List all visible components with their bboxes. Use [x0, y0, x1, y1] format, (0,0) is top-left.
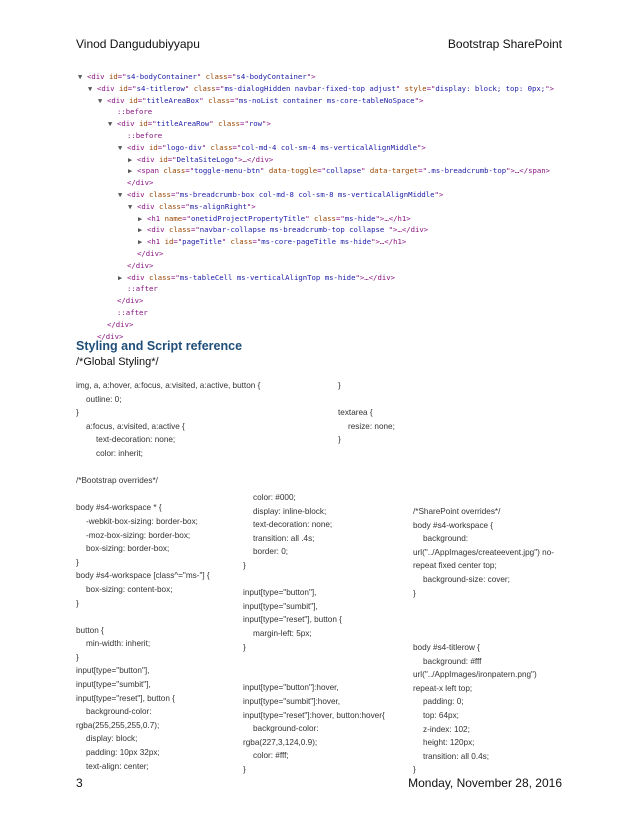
code-line: input[type="sumbit"]:hover, [243, 696, 341, 706]
code-line: } [76, 557, 79, 567]
dom-tag-close: >…</div> [238, 154, 274, 164]
dom-tree-line [78, 165, 568, 177]
code-line: } [338, 435, 341, 445]
code-line: display: block; [86, 734, 138, 744]
dom-tree-line [78, 319, 568, 331]
code-line [243, 654, 385, 668]
dom-tag-open: <div [97, 83, 115, 93]
code-line: body #s4-titlerow { [413, 642, 480, 652]
code-line: body #s4-workspace * { [76, 503, 162, 513]
dom-tag-close: > [438, 189, 444, 199]
code-line [76, 610, 260, 624]
dom-tag-close: > [266, 119, 271, 129]
dom-tag-close: >…</div> [359, 272, 396, 282]
code-line: box-sizing: border-box; [86, 544, 170, 554]
collapsed-arrow-icon[interactable]: ▶ [138, 238, 143, 247]
dom-pseudo: ::after [117, 307, 148, 317]
code-line: } [413, 588, 416, 598]
dom-attribute: name="onetidProjectPropertyTitle" [160, 213, 310, 223]
dom-attribute: class="ms-alignRight" [154, 201, 252, 211]
code-line: } [338, 381, 341, 390]
code-line: text-decoration: none; [96, 435, 176, 445]
dom-attribute: id="DeltaSiteLogo" [154, 154, 239, 164]
dom-tree-line [78, 154, 568, 166]
dom-attribute: id="s4-titlerow" [114, 83, 190, 93]
section-title: Styling and Script reference [76, 339, 243, 353]
code-line: input[type="reset"], button { [243, 615, 342, 625]
dom-attribute: class="ms-noList container ms-core-tableNoSpace" [203, 95, 419, 105]
dom-tag-close: >…</div> [393, 225, 429, 235]
dom-tag-close: > [421, 142, 426, 152]
dom-tree-line [78, 83, 568, 95]
code-line: padding: 10px 32px; [86, 748, 160, 758]
code-line: input[type="button"]:hover, [243, 683, 339, 693]
dom-tree-line [78, 95, 568, 107]
code-line: } [243, 642, 246, 652]
dom-attribute: id="logo-div" [144, 142, 207, 152]
dom-pseudo: </div> [127, 178, 154, 188]
code-line: color: #000; [253, 493, 296, 502]
code-line: display: inline-block; [253, 506, 327, 516]
dom-attribute: class="navbar-collapse ms-breadcrumb-top collapse " [164, 225, 394, 235]
code-line: text-align: center; [86, 761, 149, 771]
code-line: img, a, a:hover, a:focus, a:visited, a:active, button { [76, 381, 261, 390]
expanded-arrow-icon[interactable]: ▼ [98, 96, 103, 105]
code-line: input[type="reset"], button { [76, 693, 175, 703]
dom-attribute: id="titleAreaRow" [134, 119, 214, 129]
dom-attribute: class="ms-hide" [309, 213, 380, 223]
code-block-global-left [76, 379, 260, 773]
code-line: textarea { [338, 408, 373, 418]
dom-tag-close: > [251, 201, 256, 211]
dom-pseudo: </div> [117, 296, 144, 306]
code-block-right [413, 505, 554, 777]
code-block-middle [243, 491, 385, 776]
dom-tree-line [78, 130, 568, 142]
code-line: } [76, 408, 79, 418]
code-line: top: 64px; [423, 710, 459, 720]
code-line: input[type="reset"]:hover, button:hover{ [243, 710, 385, 720]
code-line: } [243, 764, 246, 774]
code-line: input[type="button"], [243, 588, 317, 598]
code-line: input[type="sumbit"], [243, 601, 318, 611]
dom-attribute: class="col-md-4 col-sm-4 ms-verticalAlignMiddle" [206, 142, 422, 152]
code-line: transition: all .4s; [253, 533, 315, 543]
code-line: padding: 0; [423, 697, 464, 707]
code-line: /*Bootstrap overrides*/ [76, 476, 158, 486]
dom-tag-open: <div [127, 189, 145, 199]
dom-tree-line [78, 248, 568, 260]
code-line: -webkit-box-sizing: border-box; [86, 516, 198, 526]
dom-attribute: id="pageTitle" [160, 237, 227, 247]
dom-attribute: data-target=".ms-breadcrumb-top" [365, 166, 511, 176]
code-line: repeat-x left top; [413, 683, 473, 693]
code-line [413, 600, 554, 614]
dom-tree-line [78, 189, 568, 201]
collapsed-arrow-icon[interactable]: ▶ [128, 167, 133, 176]
dom-pseudo: </div> [137, 248, 164, 258]
dom-tag-close: > [311, 72, 316, 81]
dom-attribute: class="ms-tableCell ms-verticalAlignTop ms-hide" [144, 272, 360, 282]
footer-date: Monday, November 28, 2016 [408, 776, 562, 790]
code-line: text-decoration: none; [253, 520, 333, 530]
dom-tree-line [78, 224, 568, 236]
dom-tag-open: <div [87, 72, 105, 81]
collapsed-arrow-icon[interactable]: ▶ [118, 273, 123, 282]
code-line: input[type="sumbit"], [76, 680, 151, 690]
dom-tag-close: > [418, 95, 424, 105]
collapsed-arrow-icon[interactable]: ▶ [128, 155, 133, 164]
dom-tree-line [78, 213, 568, 225]
dom-attribute: class="s4-bodyContainer" [201, 72, 312, 81]
dom-tree-line [78, 118, 568, 130]
dom-tree-line [78, 71, 568, 83]
dom-tag-open: <div [127, 142, 145, 152]
dom-tree-line [78, 106, 568, 118]
code-line [413, 614, 554, 628]
expanded-arrow-icon[interactable]: ▼ [88, 84, 93, 93]
code-line: /*SharePoint overrides*/ [413, 507, 501, 516]
dom-attribute: class="row" [213, 119, 267, 129]
dom-attribute: id="titleAreaBox" [124, 95, 204, 105]
code-line [413, 627, 554, 641]
code-line: button { [76, 625, 104, 635]
dom-tag-close: >…</h1> [379, 213, 411, 223]
code-line: rgba(227,3,124,0.9); [243, 737, 318, 747]
code-line: resize: none; [348, 421, 395, 431]
dom-tag-close: > [549, 83, 554, 93]
code-line: background-size: cover; [423, 574, 510, 584]
dom-pseudo: </div> [127, 260, 154, 270]
code-line: url("../AppImages/ironpatern.png") [413, 670, 537, 680]
dom-pseudo: ::after [127, 284, 158, 294]
dom-tree-line [78, 295, 568, 307]
dom-attribute: id="s4-bodyContainer" [104, 72, 202, 81]
code-line: background: [423, 534, 469, 544]
code-line [76, 461, 260, 475]
dom-tree-line [78, 142, 568, 154]
code-line: transition: all 0.4s; [423, 751, 489, 761]
expanded-arrow-icon[interactable]: ▼ [118, 143, 123, 152]
code-line: min-width: inherit; [86, 639, 151, 649]
code-line: } [76, 652, 79, 662]
code-line: body #s4-workspace { [413, 520, 494, 530]
code-line: url("../AppImages/createevent.jpg") no- [413, 547, 554, 557]
expanded-arrow-icon[interactable]: ▼ [78, 73, 83, 81]
expanded-arrow-icon[interactable]: ▼ [128, 202, 133, 211]
code-line: z-index: 102; [423, 724, 470, 734]
code-line: box-sizing: content-box; [86, 584, 173, 594]
code-line: outline: 0; [86, 394, 122, 404]
code-line [76, 488, 260, 502]
code-line: background-color: [253, 724, 319, 734]
expanded-arrow-icon[interactable]: ▼ [118, 190, 123, 199]
dom-tree-line [78, 283, 568, 295]
code-line: a:focus, a:visited, a:active { [86, 421, 185, 431]
dom-tag-open: <div [137, 201, 155, 211]
code-line [243, 573, 385, 587]
collapsed-arrow-icon[interactable]: ▶ [138, 226, 143, 235]
dom-pseudo: </div> [107, 319, 134, 329]
dom-tag-close: >…</span> [510, 166, 551, 176]
code-line [243, 668, 385, 682]
code-line: } [243, 560, 246, 570]
code-line: background-color: [86, 707, 152, 717]
page-number: 3 [76, 776, 83, 790]
header-author: Vinod Dangudubiyyapu [76, 37, 200, 51]
code-line: background: #fff [423, 656, 482, 666]
dom-tag-open: <div [107, 95, 125, 105]
code-block-global-right [338, 379, 395, 447]
dom-attribute: style="display: block; top: 0px;" [400, 83, 550, 93]
dom-attribute: class="ms-dialogHidden navbar-fixed-top adjust" [189, 83, 401, 93]
dom-attribute: class="ms-breadcrumb-box col-md-8 col-sm-8 ms-verticalAlignMiddle" [144, 189, 439, 199]
global-styling-label: /*Global Styling*/ [76, 356, 159, 368]
dom-tag-open: <div [117, 119, 135, 129]
code-line: height: 120px; [423, 738, 475, 748]
dom-pseudo: ::before [117, 107, 153, 117]
code-line: input[type="button"], [76, 666, 150, 676]
dom-tag-open: <div [147, 225, 165, 235]
dom-tree-line [78, 260, 568, 272]
dom-tag-close: >…</h1> [375, 237, 407, 247]
header-title: Bootstrap SharePoint [447, 37, 562, 51]
dom-pseudo: ::before [127, 130, 163, 140]
code-line: } [413, 765, 416, 775]
expanded-arrow-icon[interactable]: ▼ [108, 120, 113, 129]
code-line: rgba(255,255,255,0.7); [76, 720, 160, 730]
dom-tree-line [78, 177, 568, 189]
dom-tree-line [78, 236, 568, 248]
code-line: -moz-box-sizing: border-box; [86, 530, 191, 540]
code-line: } [76, 598, 79, 608]
code-line: border: 0; [253, 547, 289, 557]
dom-tree-line [78, 201, 568, 213]
dom-attribute: class="ms-core-pageTitle ms-hide" [226, 237, 376, 247]
code-line: repeat fixed center top; [413, 561, 497, 571]
dom-tag-open: <h1 [147, 237, 161, 247]
dom-tag-open: <div [127, 272, 145, 282]
code-line: body #s4-workspace [class^="ms-"] { [76, 571, 210, 581]
dom-tag-open: <h1 [147, 213, 161, 223]
dom-attribute: class="toggle-menu-btn" [158, 166, 265, 176]
code-line: color: #fff; [253, 751, 289, 761]
code-line: margin-left: 5px; [253, 628, 312, 638]
dom-pseudo: </div> [97, 331, 124, 341]
dom-tag-open: <span [137, 166, 159, 176]
dom-tree-line [78, 272, 568, 284]
code-line: color: inherit; [96, 448, 143, 458]
collapsed-arrow-icon[interactable]: ▶ [138, 214, 143, 223]
dom-tag-open: <div [137, 154, 155, 164]
dom-tree-screenshot [78, 71, 568, 342]
code-line [338, 393, 395, 407]
dom-attribute: data-toggle="collapse" [264, 166, 366, 176]
dom-tree-line [78, 307, 568, 319]
